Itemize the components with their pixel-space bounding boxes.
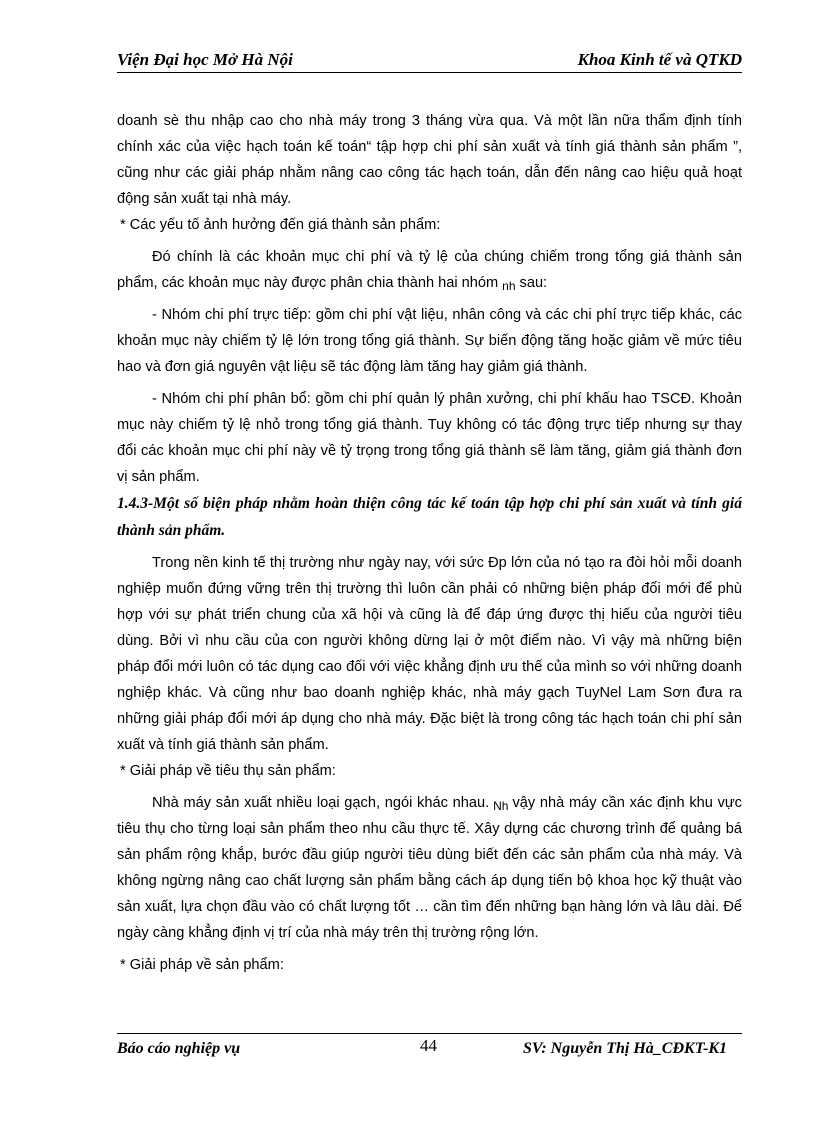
page-body [117, 108, 742, 978]
page-number: 44 [420, 1036, 437, 1055]
stray-fragment: nh [502, 279, 516, 293]
paragraph-direct-costs: - Nhóm chi phí trực tiếp: gồm chi phí vật liệu, nhân công và các chi phí trực tiếp khác, các khoản mục này chiếm tỷ lệ lớn trong tổng giá thành. Sự biến động tăng hoặc giảm về mức tiêu hao và đơn giá nguyên vật liệu sẽ tác động làm tăng hay giảm giá thành. [117, 307, 742, 375]
section-product-title: * Giải pháp về sản phẩm: [120, 957, 284, 973]
stray-fragment-2: Nh [493, 799, 509, 813]
section-consumption-title: * Giải pháp về tiêu thụ sản phẩm: [120, 763, 336, 779]
paragraph-intro: doanh sè thu nhập cao cho nhà máy trong 3 tháng vừa qua. Và một lần nữa thẩm định tính chính xác của việc hạch toán kế toán“ tập hợp chi phí sản xuất và tính giá thành sản phẩm ”, cũng như các giải pháp nhằm nâng cao công tác hạch toán, dẫn đến nâng cao hiệu quả hoạt động sản xuất tại nhà máy. [117, 113, 742, 207]
section-heading: 1.4.3-Một số biện pháp nhằm hoàn thiện công tác kế toán tập hợp chi phí sản xuất và tính giá thành sản phẩm. [117, 495, 742, 539]
paragraph-consumption [117, 790, 742, 946]
header-faculty: Khoa Kinh tế và QTKD [577, 50, 742, 69]
paragraph-factors-text: Đó chính là các khoản mục chi phí và tỷ lệ của chúng chiếm trong tổng giá thành sản phẩm, các khoản mục này được phân chia thành hai nhóm [117, 249, 742, 291]
paragraph-factors [117, 244, 742, 296]
footer-student: SV: Nguyễn Thị Hà_CĐKT-K1 [522, 1040, 727, 1057]
paragraph-market: Trong nền kinh tế thị trường như ngày nay, với sức Ðp lớn của nó tạo ra đòi hỏi mỗi doanh nghiệp muốn đứng vững trên thị trường thì luôn cần phải có những biện pháp đổi mới để phù hợp với sự phát triển chung của xã hội và cũng là để đáp ứng được thị hiếu của người tiêu dùng. Bởi vì nhu cầu của con người không dừng lại ở một điểm nào. Vì vậy mà những biện pháp đổi mới luôn có tác dụng cao đối với việc khẳng định ưu thế của mình so với những doanh nghiệp khác. Và cũng như bao doanh nghiệp khác, nhà máy gạch TuyNel Lam Sơn đưa ra những giải pháp đổi mới áp dụng cho nhà máy. Đặc biệt là trong công tác hạch toán chi phí sản xuất và tính giá thành sản phẩm. [117, 555, 742, 753]
paragraph-factors-end: sau: [519, 275, 548, 291]
page-header [117, 48, 742, 73]
paragraph-consumption-rest: vậy nhà máy cần xác định khu vực tiêu thụ cho từng loại sản phẩm theo nhu cầu thực tế. Xây dựng các chương trình để quảng bá sản phẩm rộng khắp, bước đầu giúp người tiêu dùng biết đến các sản phẩm của nhà máy. Và không ngừng nâng cao chất lượng sản phẩm bằng cách áp dụng tiến bộ khoa học kỹ thuật vào sản xuất, lựa chọn đầu vào có chất lượng tốt … cần tìm đến những bạn hàng lớn và lâu dài. Để ngày càng khẳng định vị trí của nhà máy trên thị trường rộng lớn. [117, 795, 742, 941]
footer-report-title: Báo cáo nghiệp vụ [117, 1040, 241, 1057]
header-institution: Viện Đại học Mở Hà Nội [117, 50, 293, 69]
page-footer [117, 1033, 742, 1064]
paragraph-consumption-text: Nhà máy sản xuất nhiều loại gạch, ngói khác nhau. [152, 795, 490, 811]
paragraph-allocated-costs: - Nhóm chi phí phân bổ: gồm chi phí quản lý phân xưởng, chi phí khấu hao TSCĐ. Khoản mục này chiếm tỷ lệ nhỏ trong tổng giá thành. Tuy không có tác động trực tiếp nhưng sự thay đổi các khoản mục chi phí này về tỷ trọng trong tổng giá thành sẽ làm tăng, giảm giá thành đơn vị sản phẩm. [117, 391, 742, 485]
section-factors-title: * Các yếu tố ảnh hưởng đến giá thành sản phẩm: [120, 217, 441, 233]
